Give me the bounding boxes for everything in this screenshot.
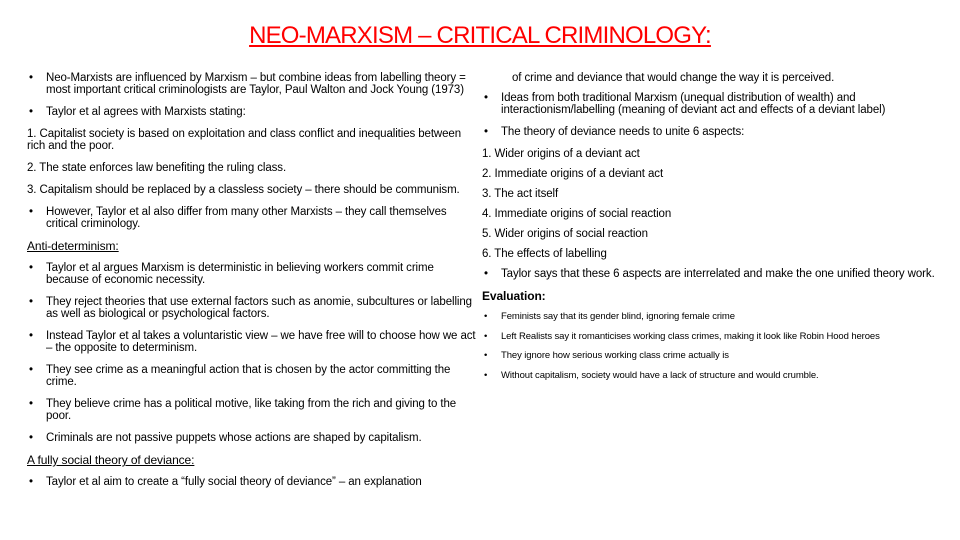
point-exploitation: 1. Capitalist society is based on exploitation and class conflict and inequalities between rich and the poor. xyxy=(27,128,462,152)
heading-anti-determinism: Anti-determinism: xyxy=(27,239,119,253)
bullet-meaningful-action: • They see crime as a meaningful action that is chosen by the actor committing the crime. xyxy=(27,364,479,388)
continued-text: of crime and deviance that would change the way it is perceived. xyxy=(512,72,835,84)
evaluation-list xyxy=(482,312,937,381)
eval-feminists: • Feminists say that its gender blind, ignoring female crime xyxy=(482,312,937,323)
bullet-voluntaristic: • Instead Taylor et al takes a voluntaristic view – we have free will to choose how we act – the opposite to determinism. xyxy=(27,330,479,354)
aspect-6: 6. The effects of labelling xyxy=(482,248,607,260)
eval-left-realists: • Left Realists say it romanticises working class crimes, making it look like Robin Hood heroes xyxy=(482,332,937,343)
bullet-not-puppets: • Criminals are not passive puppets whose actions are shaped by capitalism. xyxy=(27,432,479,444)
heading-fully-social-theory: A fully social theory of deviance: xyxy=(27,453,195,467)
bullet-deterministic: • Taylor et al argues Marxism is deterministic in believing workers commit crime because of economic necessity. xyxy=(27,262,479,286)
bullet-differ: • However, Taylor et al also differ from many other Marxists – they call themselves critical criminology. xyxy=(27,206,479,230)
bullet-six-aspects: • The theory of deviance needs to unite 6 aspects: xyxy=(482,126,937,138)
aspect-3: 3. The act itself xyxy=(482,188,559,200)
left-column xyxy=(27,72,479,498)
aspect-1: 1. Wider origins of a deviant act xyxy=(482,148,640,160)
bullet-political-motive: • They believe crime has a political motive, like taking from the rich and giving to the poor. xyxy=(27,398,479,422)
point-communism: 3. Capitalism should be replaced by a classless society – there should be communism. xyxy=(27,184,460,196)
eval-ignore-serious: • They ignore how serious working class crime actually is xyxy=(482,351,937,362)
bullet-influences: • Neo-Marxists are influenced by Marxism – but combine ideas from labelling theory = most important critical criminologists are Taylor, Paul Walton and Jock Young (1973) xyxy=(27,72,479,96)
point-state-law: 2. The state enforces law benefiting the ruling class. xyxy=(27,162,287,174)
bullet-aim: • Taylor et al aim to create a “fully social theory of deviance” – an explanation xyxy=(27,476,479,488)
right-column xyxy=(482,72,937,390)
bullet-interrelated: • Taylor says that these 6 aspects are interrelated and make the one unified theory work. xyxy=(482,268,937,280)
bullet-reject-theories: • They reject theories that use external factors such as anomie, subcultures or labelling as well as biological or psychological factors. xyxy=(27,296,479,320)
bullet-agrees: • Taylor et al agrees with Marxists stating: xyxy=(27,106,479,118)
aspect-4: 4. Immediate origins of social reaction xyxy=(482,208,672,220)
aspect-5: 5. Wider origins of social reaction xyxy=(482,228,648,240)
eval-without-capitalism: • Without capitalism, society would have a lack of structure and would crumble. xyxy=(482,371,937,382)
aspect-2: 2. Immediate origins of a deviant act xyxy=(482,168,664,180)
page-title: NEO-MARXISM – CRITICAL CRIMINOLOGY: xyxy=(249,22,711,49)
heading-evaluation: Evaluation: xyxy=(482,289,546,303)
bullet-ideas-both: • Ideas from both traditional Marxism (unequal distribution of wealth) and interactionism/labelling (meaning of deviant act and effects of a deviant label) xyxy=(482,92,937,116)
